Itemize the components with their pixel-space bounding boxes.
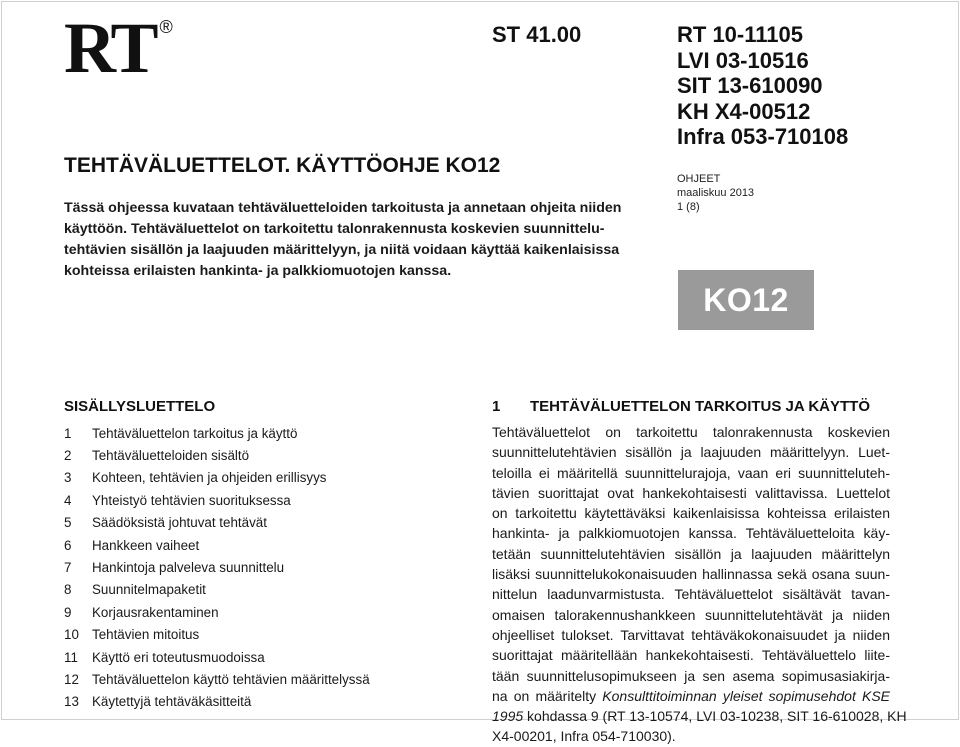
meta-page: 1 (8): [677, 201, 700, 213]
toc-item-number: 1: [64, 425, 72, 441]
ko12-badge: KO12: [678, 270, 814, 330]
body-line: tävien suorittajat ovat hankekohtaisesti valittavissa. Luettelot: [492, 484, 890, 501]
rt-logo: [64, 8, 173, 88]
body-line: Tehtäväluettelot on tarkoitettu talonrakennusta koskevien: [492, 424, 890, 440]
toc-item-number: 6: [64, 537, 72, 553]
toc-item-label: Tehtäväluetteloiden sisältö: [92, 448, 250, 464]
section-1-body: [492, 422, 907, 747]
toc-item[interactable]: [64, 512, 464, 534]
toc-item[interactable]: [64, 601, 464, 623]
reference-title: Konsulttitoiminnan yleiset sopimusehdot KSE: [602, 687, 890, 704]
document-meta: [677, 172, 754, 214]
toc-item-number: 11: [64, 649, 78, 665]
body-text: na on määritelty: [492, 687, 603, 704]
toc-item[interactable]: [64, 467, 464, 489]
section-1-heading: [492, 398, 870, 415]
toc-item-label: Säädöksistä johtuvat tehtävät: [92, 515, 267, 531]
toc-item[interactable]: [64, 624, 464, 646]
toc-item-number: 12: [64, 671, 79, 687]
body-line: ohjeelliset tulokset. Tarvittavat tehtäväkokonaisuudet ja niiden: [492, 626, 890, 643]
toc-item-number: 13: [64, 694, 79, 710]
toc-item-label: Käytettyjä tehtäväkäsitteitä: [92, 694, 252, 710]
toc-item[interactable]: [64, 489, 464, 511]
code-kh: KH X4-00512: [677, 98, 811, 124]
body-line: suorittajat määritellään hankekohtaisesti. Tehtäväluettelo liite-: [492, 647, 890, 664]
toc-item-label: Korjausrakentaminen: [92, 604, 219, 620]
intro-paragraph: Tässä ohjeessa kuvataan tehtäväluetteloiden tarkoitusta ja annetaan ohjeita niiden käyttöön. Tehtäväluettelot on tarkoitettu talonrakennusta koskevien suunnittelu-tehtävien sisällön ja laajuuden määrittelyyn, ja niitä voidaan käyttää kaikenlaisissa kohteissa erilaisten hankinta- ja palkkiomuotojen kanssa.: [64, 200, 622, 279]
body-line: suunnittelutehtävien sisällön ja laajuuden määrittelyyn. Luet-: [492, 444, 890, 461]
toc-item-label: Tehtävien mitoitus: [92, 627, 200, 643]
toc-item-label: Tehtäväluettelon käyttö tehtävien määrittelyssä: [92, 671, 370, 687]
toc-item[interactable]: [64, 444, 464, 466]
logo-text: RT: [64, 8, 156, 88]
toc-item[interactable]: [64, 646, 464, 668]
body-line: nittelun laadunvarmistusta. Tehtäväluettelot sisältävät tavan-: [492, 586, 890, 603]
toc-heading: SISÄLLYSLUETTELO: [64, 398, 216, 415]
toc-item[interactable]: [64, 668, 464, 690]
toc-item-number: 3: [64, 470, 72, 486]
code-lvi: LVI 03-10516: [677, 47, 809, 73]
body-line: hankinta- ja palkkiomuotojen kanssa. Tehtäväluetteloita käy-: [492, 525, 890, 542]
toc-item[interactable]: [64, 556, 464, 578]
section-title: TEHTÄVÄLUETTELON TARKOITUS JA KÄYTTÖ: [530, 398, 870, 415]
toc-item-number: 4: [64, 492, 72, 508]
toc-item-label: Käyttö eri toteutusmuodoissa: [92, 649, 265, 665]
toc-item[interactable]: [64, 534, 464, 556]
code-sit: SIT 13-610090: [677, 73, 823, 98]
body-line: [492, 686, 890, 706]
document-title: TEHTÄVÄLUETTELOT. KÄYTTÖOHJE KO12: [64, 154, 501, 177]
code-rt: RT 10-11105: [677, 22, 803, 47]
body-line: [492, 706, 907, 726]
toc-item-number: 5: [64, 515, 72, 531]
registered-mark: ®: [159, 17, 173, 37]
toc-item-label: Yhteistyö tehtävien suorituksessa: [92, 492, 291, 508]
st-code: ST 41.00: [492, 22, 582, 47]
toc-item-label: Kohteen, tehtävien ja ohjeiden erillisyys: [92, 470, 327, 486]
body-line: tetään suunnittelutehtävien sisällön ja laajuuden määrittelyn: [492, 545, 890, 562]
body-text: kohdassa 9 (RT 13-10574, LVI 03-10238, SIT 16-610028, KH: [523, 708, 907, 725]
body-line: omaisen talorakennushankkeen suunnittelutehtävät ja niiden: [492, 606, 890, 623]
section-number: 1: [492, 398, 501, 415]
document-page: [1, 1, 959, 745]
toc-item-number: 9: [64, 604, 72, 620]
toc-item-label: Tehtäväluettelon tarkoitus ja käyttö: [92, 425, 298, 441]
meta-date: maaliskuu 2013: [677, 187, 755, 199]
toc-item-number: 2: [64, 448, 72, 464]
body-line: X4-00201, Infra 054-710030).: [492, 728, 676, 745]
body-line: lisäksi suunnittelukokonaisuuden hallinnassa sekä osana suun-: [492, 566, 890, 583]
toc-item-number: 10: [64, 627, 79, 643]
table-of-contents: [64, 422, 464, 713]
reference-year: 1995: [492, 708, 524, 725]
toc-item-number: 7: [64, 560, 72, 576]
body-line: tään suunnittelusopimukseen ja sen asema sopimusasiakirja-: [492, 667, 890, 684]
toc-item-number: 8: [64, 582, 72, 598]
body-line: on tarkoitettu käytettäväksi kaikenlaisissa kohteissa erilaisten: [492, 505, 890, 522]
toc-item[interactable]: [64, 691, 464, 713]
toc-item[interactable]: [64, 579, 464, 601]
document-codes: [677, 22, 848, 150]
body-line: teloilla ei määritellä suunnittelurajoja, vaan eri suunnitteluteh-: [492, 464, 890, 481]
code-infra: Infra 053-710108: [677, 124, 849, 149]
toc-item-label: Hankintoja palveleva suunnittelu: [92, 560, 285, 576]
toc-item-label: Hankkeen vaiheet: [92, 537, 200, 553]
toc-item[interactable]: [64, 422, 464, 444]
meta-category: OHJEET: [677, 173, 721, 185]
toc-item-label: Suunnitelmapaketit: [92, 582, 206, 598]
